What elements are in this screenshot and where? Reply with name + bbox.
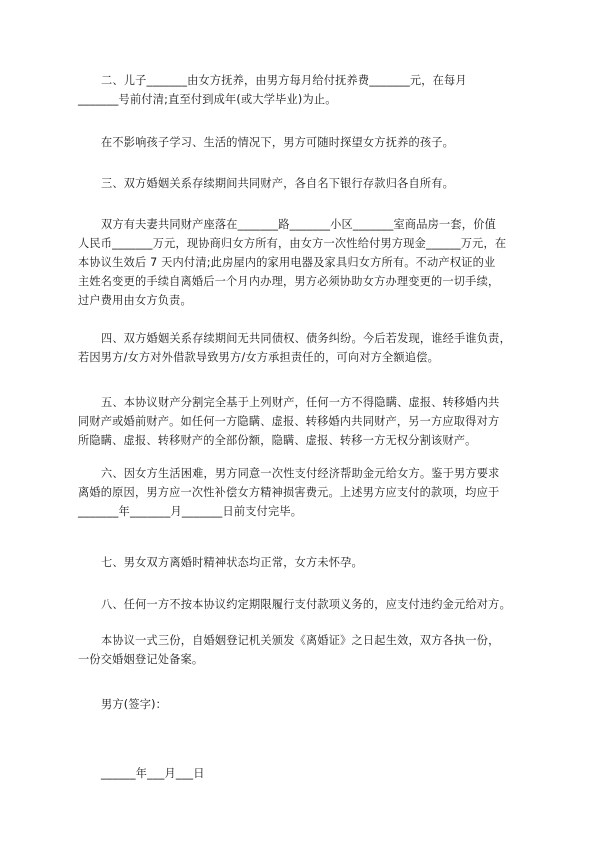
penalty-paragraph (78, 595, 520, 614)
text-line: 一份交婚姻登记处备案。 (78, 653, 204, 666)
text-line: 主姓名变更的手续自离婚后一个月内办理，男方必须协助女方办理变更的一切手续， (78, 275, 500, 288)
text-line: 二、儿子_______由女方抚养，由男方每月给付抚养费_______元，在每月 (101, 74, 467, 87)
text-line: ______年___月___日 (101, 767, 205, 780)
custody-paragraph (78, 71, 520, 109)
text-line: 在不影响孩子学习、生活的情况下，男方可随时探望女方抚养的孩子。 (101, 136, 455, 149)
text-line: 本协议一式三份，自婚姻登记机关颁发《离婚证》之日起生效，双方各执一份， (101, 634, 500, 647)
date-line (78, 764, 520, 783)
property-paragraph (78, 215, 520, 310)
health-paragraph (78, 553, 520, 572)
text-line: 六、因女方生活困难，男方同意一次性支付经济帮助金元给女方。鉴于男方要求 (101, 467, 500, 480)
text-line: 男方(签字)： (101, 698, 168, 711)
visitation-paragraph (78, 133, 520, 152)
savings-paragraph (78, 174, 520, 193)
assistance-paragraph (78, 464, 520, 521)
text-line: 八、任何一方不按本协议约定期限履行支付款项义务的，应支付违约金元给对方。 (101, 598, 511, 611)
text-line: 双方有夫妻共同财产座落在_______路_______小区_______室商品房一套，价值 (101, 218, 496, 231)
text-line: 七、男女双方离婚时精神状态均正常，女方未怀孕。 (101, 556, 363, 569)
debts-paragraph (78, 329, 520, 367)
text-line: 若因男方/女方对外借款导致男方/女方承担责任的，可向对方全额追偿。 (78, 351, 439, 364)
text-line: 过户费用由女方负责。 (78, 294, 192, 307)
text-line: 本协议生效后 7 天内付清;此房屋内的家用电器及家具归女方所有。不动产权证的业 (78, 256, 496, 269)
text-line: _______号前付清;直至付到成年(或大学毕业)为止。 (78, 93, 337, 106)
concealment-paragraph (78, 393, 520, 450)
text-line: 所隐瞒、虚报、转移财产的全部份额，隐瞒、虚报、转移一方无权分割该财产。 (78, 434, 477, 447)
text-line: 同财产或婚前财产。如任何一方隐瞒、虚报、转移婚内共同财产，另一方应取得对方 (78, 415, 500, 428)
text-line: 五、本协议财产分割完全基于上列财产，任何一方不得隐瞒、虚报、转移婚内共 (101, 396, 500, 409)
signature-line (78, 695, 520, 714)
text-line: 人民币_______万元，现协商归女方所有，由女方一次性给付男方现金______万元，在 (78, 237, 507, 250)
copies-paragraph (78, 631, 520, 669)
text-line: _______年_______月_______日前支付完毕。 (78, 505, 303, 518)
text-line: 三、双方婚姻关系存续期间共同财产，各自名下银行存款归各自所有。 (101, 177, 455, 190)
text-line: 四、双方婚姻关系存续期间无共同债权、债务纠纷。今后若发现，谁经手谁负责， (101, 332, 511, 345)
text-line: 离婚的原因，男方应一次性补偿女方精神损害费元。上述男方应支付的款项，均应于 (78, 486, 500, 499)
